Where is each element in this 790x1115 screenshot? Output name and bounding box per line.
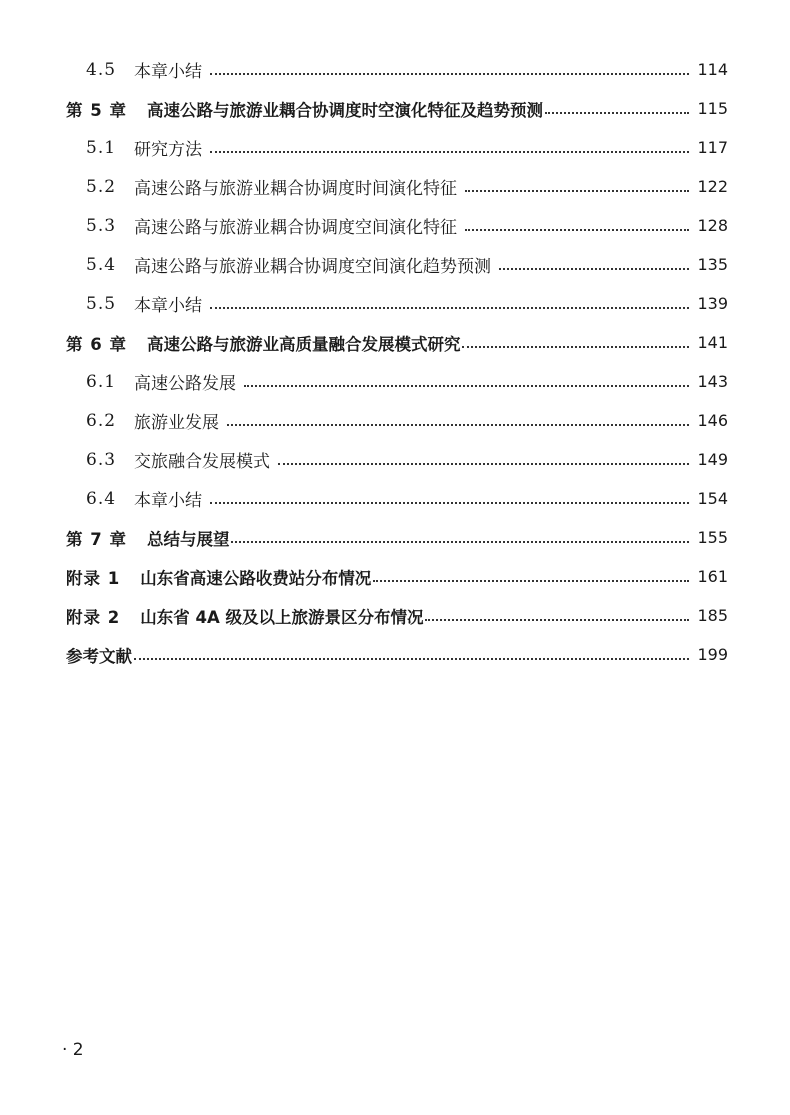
toc-chapter-entry[interactable] [0, 323, 790, 362]
dot-leader [227, 412, 689, 426]
toc-entry-page: 122 [697, 177, 728, 196]
toc-entry-number: 6.2 [86, 410, 117, 431]
toc-entry-number: 5.3 [86, 215, 117, 236]
toc-entry-title: 交旅融合发展模式 [134, 452, 270, 472]
toc-entry-page: 143 [697, 372, 728, 391]
toc-entry-title: 高速公路发展 [134, 374, 236, 394]
toc-chapter-number: 第 6 章 [66, 334, 127, 354]
toc-references-entry[interactable] [0, 635, 790, 674]
toc-entry[interactable] [0, 479, 790, 518]
toc-entry[interactable] [0, 50, 790, 89]
dot-leader [499, 256, 689, 270]
toc-entry-page: 141 [697, 333, 728, 352]
dot-leader [134, 646, 689, 660]
toc-entry-page: 146 [697, 411, 728, 430]
toc-entry-title: 本章小结 [134, 491, 202, 511]
toc-entry[interactable] [0, 440, 790, 479]
toc-entry-number: 6.1 [86, 371, 117, 392]
toc-entry-page: 117 [697, 138, 728, 157]
dot-leader [210, 295, 689, 309]
toc-entry[interactable] [0, 128, 790, 167]
toc-chapter-title: 高速公路与旅游业耦合协调度时空演化特征及趋势预测 [146, 100, 543, 120]
page-number: · 2 [62, 1040, 84, 1060]
toc-entry-page: 114 [697, 60, 728, 79]
toc-entry-page: 154 [697, 489, 728, 508]
toc-entry[interactable] [0, 245, 790, 284]
dot-leader [278, 451, 689, 465]
toc-entry-title: 本章小结 [134, 296, 202, 316]
toc-chapter-number: 第 5 章 [66, 100, 127, 120]
dot-leader [462, 334, 689, 348]
toc-entry-number: 5.4 [86, 254, 117, 275]
toc-chapter-entry[interactable] [0, 89, 790, 128]
toc-entry-page: 155 [697, 528, 728, 547]
toc-entry-title: 旅游业发展 [134, 413, 219, 433]
dot-leader [210, 139, 689, 153]
toc-appendix-number: 附录 2 [66, 607, 121, 627]
toc-entry[interactable] [0, 167, 790, 206]
toc-entry[interactable] [0, 206, 790, 245]
toc-entry-title: 高速公路与旅游业耦合协调度空间演化趋势预测 [134, 257, 491, 277]
toc-appendix-title: 山东省 4A 级及以上旅游景区分布情况 [140, 607, 424, 627]
toc-entry-number: 6.3 [86, 449, 117, 470]
toc-entry-number: 5.2 [86, 176, 117, 197]
dot-leader [210, 61, 689, 75]
toc-entry-page: 199 [697, 645, 728, 664]
toc-entry-page: 139 [697, 294, 728, 313]
dot-leader [465, 217, 689, 231]
toc-entry-title: 高速公路与旅游业耦合协调度空间演化特征 [134, 218, 457, 238]
toc-appendix-entry[interactable] [0, 596, 790, 635]
toc-chapter-title: 总结与展望 [146, 529, 230, 549]
dot-leader [244, 373, 689, 387]
toc-entry-page: 115 [697, 99, 728, 118]
toc-entry-number: 4.5 [86, 59, 117, 80]
toc-appendix-title: 山东省高速公路收费站分布情况 [140, 568, 372, 588]
toc-chapter-number: 第 7 章 [66, 529, 127, 549]
toc-entry[interactable] [0, 284, 790, 323]
toc-appendix-number: 附录 1 [66, 568, 121, 588]
toc-entry[interactable] [0, 362, 790, 401]
toc-entry-title: 本章小结 [134, 62, 202, 82]
toc-entry-number: 5.5 [86, 293, 117, 314]
dot-leader [210, 490, 689, 504]
toc-entry-page: 135 [697, 255, 728, 274]
toc-entry-page: 185 [697, 606, 728, 625]
toc-entry-page: 161 [697, 567, 728, 586]
table-of-contents [0, 50, 790, 674]
toc-entry-page: 128 [697, 216, 728, 235]
toc-entry-number: 5.1 [86, 137, 117, 158]
toc-entry-title: 研究方法 [134, 140, 202, 160]
dot-leader [545, 100, 689, 114]
toc-entry-page: 149 [697, 450, 728, 469]
toc-entry-number: 6.4 [86, 488, 117, 509]
toc-chapter-entry[interactable] [0, 518, 790, 557]
dot-leader [231, 529, 689, 543]
toc-chapter-title: 高速公路与旅游业高质量融合发展模式研究 [146, 334, 461, 354]
toc-appendix-entry[interactable] [0, 557, 790, 596]
toc-references-title: 参考文献 [66, 646, 132, 666]
toc-entry[interactable] [0, 401, 790, 440]
dot-leader [373, 568, 689, 582]
dot-leader [465, 178, 689, 192]
toc-entry-title: 高速公路与旅游业耦合协调度时间演化特征 [134, 179, 457, 199]
dot-leader [425, 607, 689, 621]
